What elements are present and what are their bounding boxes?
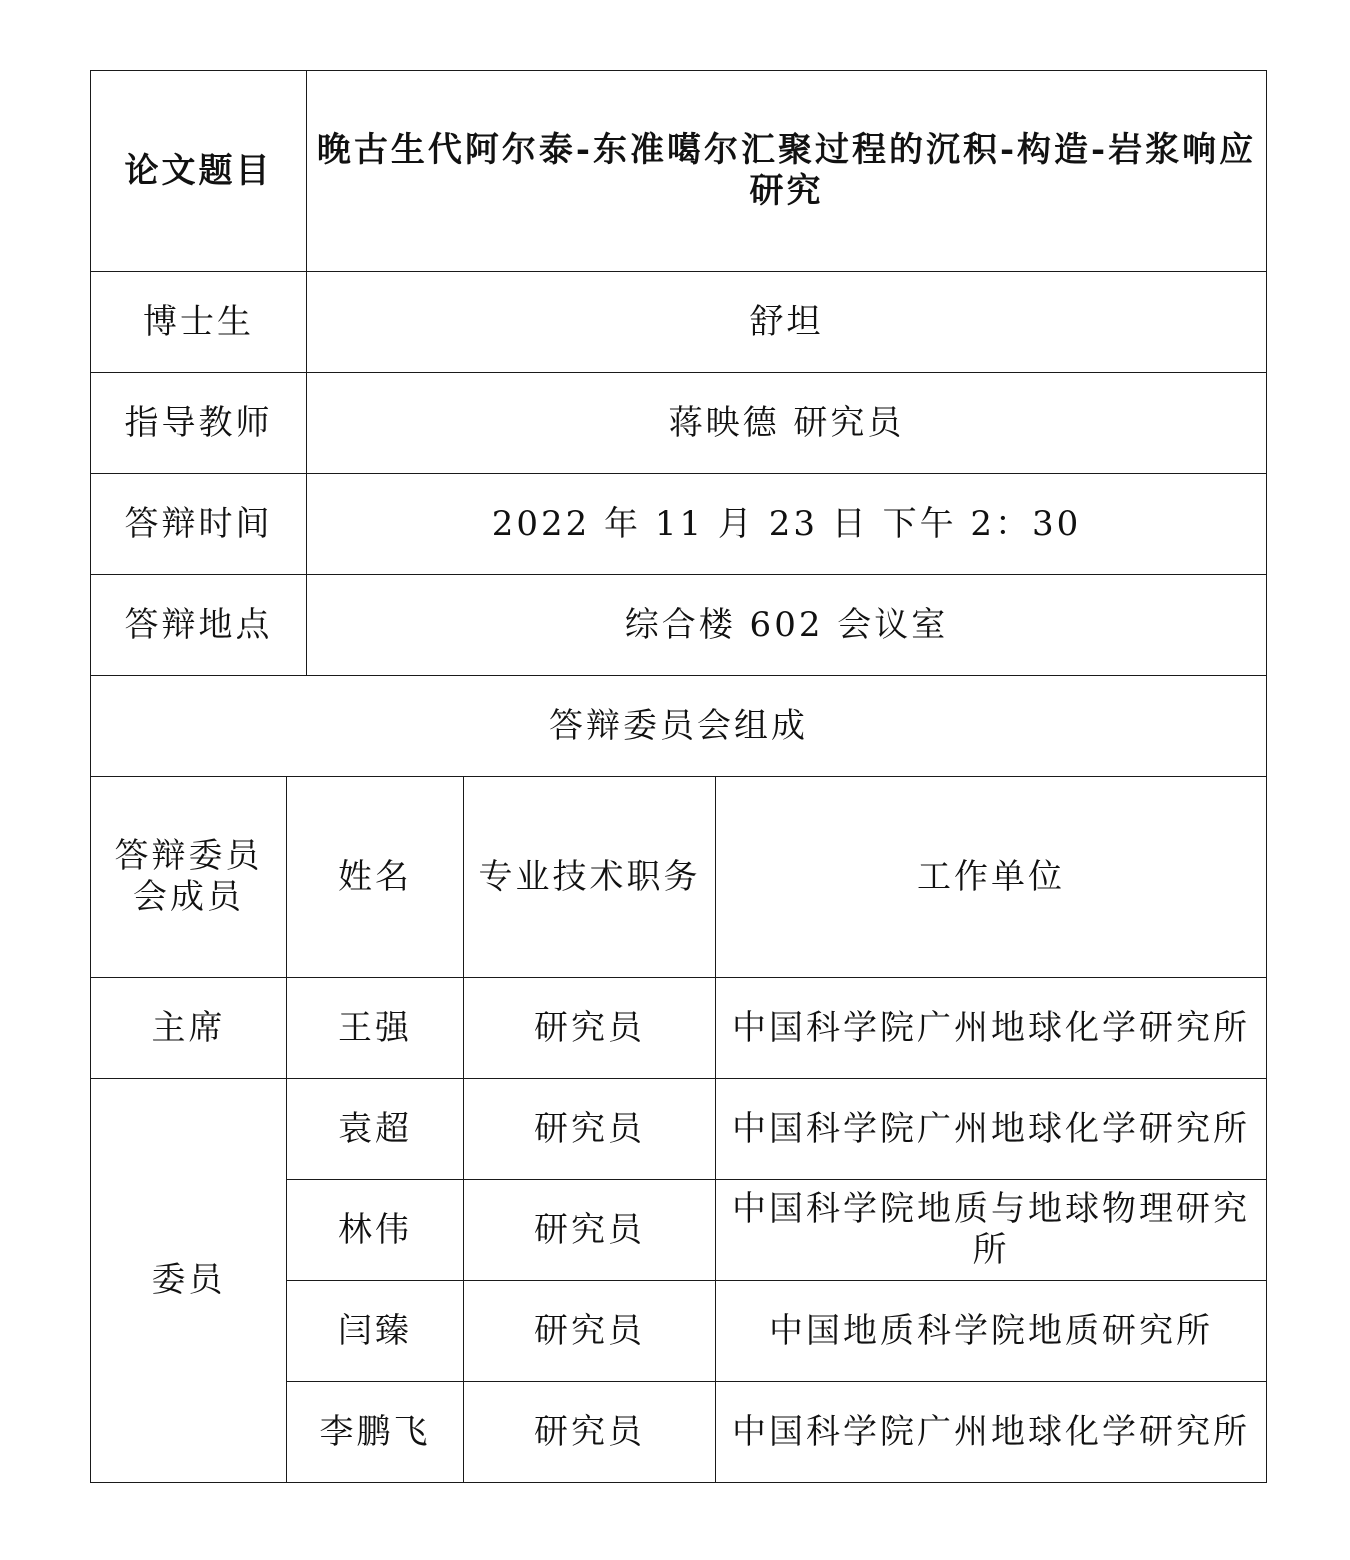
- member-unit: 中国科学院广州地球化学研究所: [716, 1079, 1267, 1180]
- chair-unit: 中国科学院广州地球化学研究所: [716, 978, 1267, 1079]
- member-name: 袁超: [287, 1079, 464, 1180]
- member-role: 委员: [91, 1079, 287, 1483]
- committee-header-row: [91, 777, 1267, 978]
- thesis-title-label: 论文题目: [91, 71, 307, 272]
- member-name: 闫臻: [287, 1281, 464, 1382]
- advisor-row: [91, 373, 1267, 474]
- defense-place-row: [91, 575, 1267, 676]
- defense-place-value: 综合楼 602 会议室: [307, 575, 1267, 676]
- committee-section-title: 答辩委员会组成: [91, 676, 1267, 777]
- member-unit: 中国地质科学院地质研究所: [716, 1281, 1267, 1382]
- defense-time-value: 2022 年 11 月 23 日 下午 2：30: [307, 474, 1267, 575]
- header-name: 姓名: [287, 777, 464, 978]
- advisor-value: 蒋映德 研究员: [307, 373, 1267, 474]
- member-title: 研究员: [464, 1281, 716, 1382]
- defense-time-label: 答辩时间: [91, 474, 307, 575]
- header-member: [91, 777, 287, 978]
- member-name: 林伟: [287, 1180, 464, 1281]
- student-label: 博士生: [91, 272, 307, 373]
- member-title: 研究员: [464, 1079, 716, 1180]
- thesis-defense-table: [90, 70, 1267, 1483]
- defense-place-label: 答辩地点: [91, 575, 307, 676]
- table-row: [91, 978, 1267, 1079]
- header-member-line1: 答辩委员: [114, 836, 263, 877]
- header-member-line2: 会成员: [133, 877, 244, 917]
- thesis-title-row: [91, 71, 1267, 272]
- student-row: [91, 272, 1267, 373]
- header-title: 专业技术职务: [464, 777, 716, 978]
- defense-time-row: [91, 474, 1267, 575]
- member-title: 研究员: [464, 1382, 716, 1483]
- chair-title: 研究员: [464, 978, 716, 1079]
- committee-title-row: [91, 676, 1267, 777]
- thesis-title-value: 晚古生代阿尔泰-东准噶尔汇聚过程的沉积-构造-岩浆响应研究: [307, 71, 1267, 272]
- chair-name: 王强: [287, 978, 464, 1079]
- advisor-label: 指导教师: [91, 373, 307, 474]
- header-unit: 工作单位: [716, 777, 1267, 978]
- student-value: 舒坦: [307, 272, 1267, 373]
- chair-role: 主席: [91, 978, 287, 1079]
- member-unit: 中国科学院广州地球化学研究所: [716, 1382, 1267, 1483]
- table-row: [91, 1079, 1267, 1180]
- member-name: 李鹏飞: [287, 1382, 464, 1483]
- member-title: 研究员: [464, 1180, 716, 1281]
- member-unit: 中国科学院地质与地球物理研究所: [716, 1180, 1267, 1281]
